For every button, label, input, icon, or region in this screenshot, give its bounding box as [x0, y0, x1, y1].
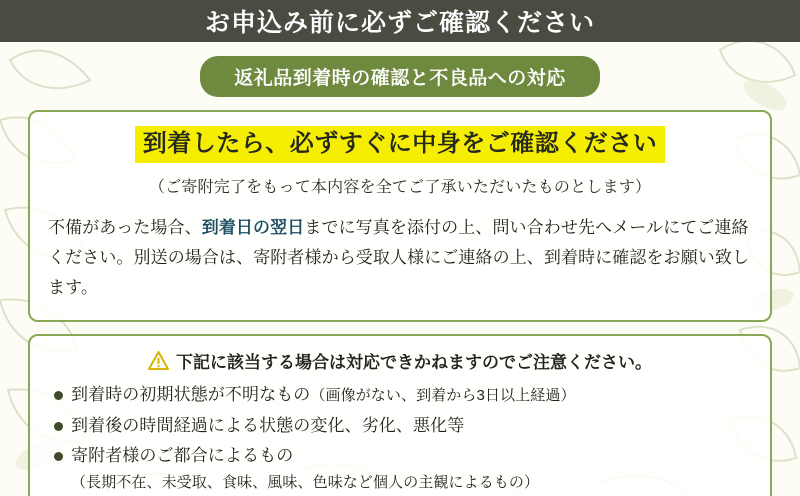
- bullet-dot-icon: [54, 452, 63, 461]
- highlight-instruction: 到着したら、必ずすぐに中身をご確認ください: [135, 126, 666, 163]
- list-item-main: 到着後の時間経過による状態の変化、劣化、悪化等: [71, 415, 465, 435]
- header-bar: [0, 0, 800, 42]
- list-item: [48, 443, 752, 494]
- list-item-main: 寄附者様のご都合によるもの: [71, 446, 294, 466]
- defect-text-prefix: 不備があった場合、: [48, 218, 202, 237]
- highlight-line: [48, 126, 752, 163]
- exclusions-heading-row: [48, 348, 752, 373]
- list-item-main: 到着時の初期状態が不明なもの: [71, 385, 311, 405]
- section-subtitle-badge: 返礼品到着時の確認と不良品への対応: [200, 56, 600, 97]
- consent-note: （ご寄附完了をもって本内容を全てご了承いただいたものとします）: [148, 179, 652, 196]
- bullet-dot-icon: [54, 422, 63, 431]
- arrival-check-panel: [28, 110, 772, 322]
- defect-text-emphasis: 到着日の翌日: [201, 218, 305, 237]
- subtitle-pill-container: [0, 56, 800, 97]
- defect-text-rest: までに写真を添付の上、問い合わせ先へメールにてご連絡ください。別送の場合は、寄附者様から受取人様にご連絡の上、到着時に確認をお願い致します。: [48, 218, 750, 297]
- bullet-dot-icon: [54, 391, 63, 400]
- list-item-sub: （画像がない、到着から3日以上経過）: [310, 387, 576, 405]
- list-item-text: [71, 443, 539, 494]
- list-item: [48, 413, 752, 439]
- exclusions-heading-text: 下記に該当する場合は対応できかねますのでご注意ください。: [176, 353, 652, 373]
- list-item-sub: （長期不在、未受取、食味、風味、色味など個人の主観によるもの）: [71, 473, 540, 491]
- exclusions-panel: [28, 334, 772, 496]
- page-title: お申込み前に必ずご確認ください: [204, 9, 595, 37]
- list-item-text: [71, 382, 576, 408]
- list-item: [48, 382, 752, 408]
- warning-triangle-icon: [148, 351, 169, 370]
- list-item-text: [71, 413, 464, 439]
- exclusions-list: [48, 382, 752, 494]
- defect-procedure-text: [48, 213, 752, 302]
